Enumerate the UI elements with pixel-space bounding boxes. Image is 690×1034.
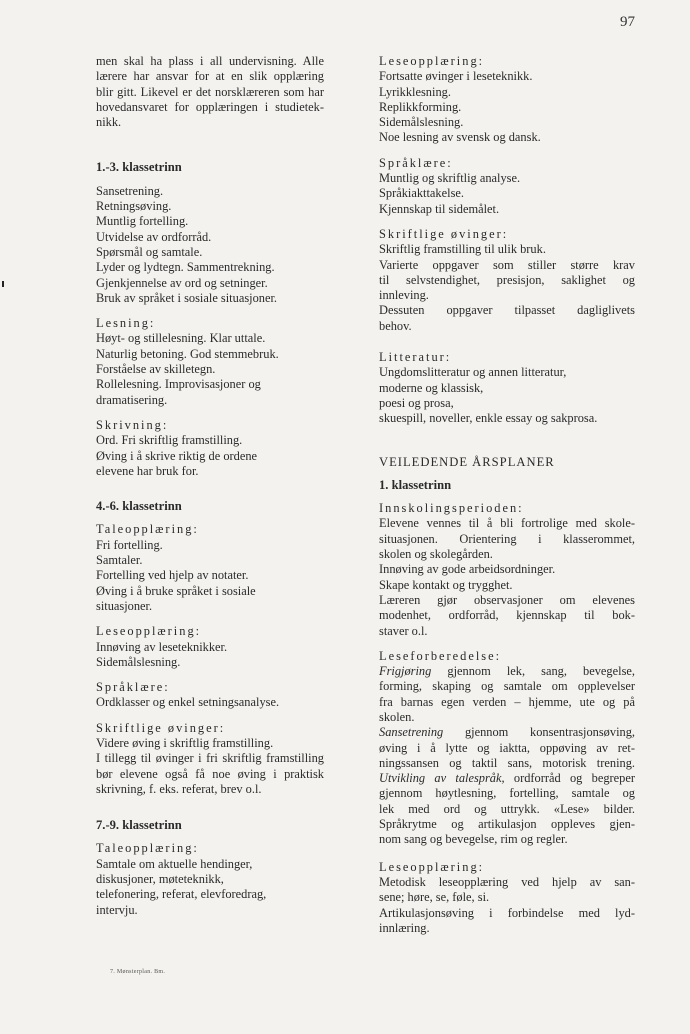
text-line: blir gitt. Likevel er det norsklæreren som har [96, 84, 324, 99]
list-item: sene; høre, se, føle, si. [379, 890, 490, 905]
text-span: gjennom lek, sang, bevegelse, [431, 664, 635, 679]
subsection-heading: Skrivning: [96, 417, 169, 432]
list-item: bør elevene også få noe øving i praktisk [96, 766, 324, 781]
list-item: Varierte oppgaver som stiller større krav [379, 257, 635, 272]
list-item: modenhet, ordforråd, kjennskap til bok- [379, 608, 635, 623]
list-item: Lyrikklesning. [379, 84, 451, 99]
list-item: skrivning, f. eks. referat, brev o.l. [96, 781, 262, 796]
list-item: Fortelling ved hjelp av notater. [96, 568, 249, 583]
subsection-heading: Språklære: [96, 680, 170, 695]
italic-term: Sansetrening [379, 725, 444, 740]
list-item: Retningsøving. [96, 199, 172, 214]
text-line: lek med ord og uttrykk. «Lese» bilder. [379, 801, 635, 816]
list-item: Bruk av språket i sosiale situasjoner. [96, 290, 278, 305]
list-item: Samtaler. [96, 553, 143, 568]
left-column [96, 54, 324, 918]
subsection-heading: Leseforberedelse: [379, 648, 502, 663]
intro-paragraph [96, 54, 324, 130]
list-item: Høyt- og stillelesning. Klar uttale. [96, 331, 266, 346]
text-line: forming, skaping og samtale om opplevelser [379, 679, 635, 694]
list-item: Gjenkjennelse av ord og setninger. [96, 275, 268, 290]
list-item: Replikkforming. [379, 99, 462, 114]
list-item: staver o.l. [379, 623, 428, 638]
list-item: Muntlig og skriftlig analyse. [379, 171, 521, 186]
list-item: elevene har bruk for. [96, 463, 199, 478]
list-item: diskusjoner, møteteknikk, [96, 872, 224, 887]
page-number: 97 [620, 14, 635, 30]
text-line: skolen. [379, 709, 415, 724]
text-line: nom sang og bevegelse, rim og regler. [379, 832, 568, 847]
subsection-heading: Skriftlige øvinger: [379, 226, 509, 241]
plans-heading: VEILEDENDE ÅRSPLANER [379, 454, 555, 469]
list-item: skuespill, noveller, enkle essay og sakprosa. [379, 411, 598, 426]
list-item: innleving. [379, 288, 429, 303]
subsection-heading: Taleopplæring: [96, 522, 199, 537]
list-item: Fortsatte øvinger i leseteknikk. [379, 69, 533, 84]
text-line: fra barnas egen verden – hjemme, ute og på [379, 694, 635, 709]
list-item: Forståelse av skilletegn. [96, 362, 216, 377]
list-item: Innøving av leseteknikker. [96, 639, 228, 654]
list-item: situasjoner. [96, 598, 153, 613]
list-item: Noe lesning av svensk og dansk. [379, 130, 541, 145]
list-item: til selvstendighet, presisjon, saklighet og [379, 272, 635, 287]
subsection-heading: Leseopplæring: [379, 54, 485, 68]
section-heading: 1.-3. klassetrinn [96, 160, 182, 175]
text-line: øving i å lytte og iaktta, oppøving av ret- [379, 740, 635, 755]
italic-term: Frigjøring [379, 664, 432, 679]
list-item: Innøving av gode arbeidsordninger. [379, 562, 556, 577]
list-item: Språkiakttakelse. [379, 186, 464, 201]
section-heading: 7.-9. klassetrinn [96, 818, 182, 833]
list-item: Rollelesning. Improvisasjoner og [96, 377, 261, 392]
list-item: behov. [379, 318, 412, 333]
list-item: I tillegg til øvinger i fri skriftlig framstilling [96, 751, 324, 766]
list-item: Elevene vennes til å bli fortrolige med skole- [379, 516, 635, 531]
list-item: Ordklasser og enkel setningsanalyse. [96, 695, 280, 710]
text-line: hovedansvaret for opplæringen i studietek- [96, 99, 324, 114]
text-line: Språkrytme og artikulasjon oppleves gjen- [379, 817, 635, 832]
subsection-heading: Skriftlige øvinger: [96, 720, 226, 735]
list-item: intervju. [96, 902, 138, 917]
text-line: gjennom høytlesning, fortelling, samtale og [379, 786, 635, 801]
text-span: gjennom konsentrasjonsøving, [443, 725, 635, 740]
list-item: Metodisk leseopplæring ved hjelp av san- [379, 874, 635, 889]
text-line: men skal ha plass i all undervisning. Alle [96, 54, 324, 68]
section-heading: 4.-6. klassetrinn [96, 499, 182, 514]
list-item: Skape kontakt og trygghet. [379, 577, 513, 592]
subsection-heading: Taleopplæring: [96, 841, 199, 856]
text-line: lærere har ansvar for at en slik opplæring [96, 69, 324, 84]
subsection-heading: Leseopplæring: [96, 624, 202, 639]
list-item: Øving i å skrive riktig de ordene [96, 448, 258, 463]
list-item: Sidemålslesning. [379, 115, 464, 130]
margin-mark [2, 281, 4, 287]
text-line: ningssansen og taktil sans, motorisk trening. [379, 755, 635, 770]
list-item: Sansetrening. [96, 183, 164, 198]
text-line [379, 664, 635, 679]
italic-term: Utvikling av talespråk, [379, 771, 505, 786]
text-span: ordforråd og begreper [504, 771, 635, 786]
subsection-heading: Leseopplæring: [379, 859, 485, 874]
footnote: 7. Mønsterplan. Bm. [110, 969, 166, 975]
list-item: Dessuten oppgaver tilpasset dagliglivets [379, 303, 635, 318]
list-item: Videre øving i skriftlig framstilling. [96, 735, 274, 750]
text-line [379, 771, 635, 786]
list-item: skolen og skolegården. [379, 547, 493, 562]
list-item: Spørsmål og samtale. [96, 244, 203, 259]
list-item: situasjonen. Orientering i klasserommet, [379, 531, 635, 546]
list-item: poesi og prosa, [379, 395, 454, 410]
subsection-heading: Lesning: [96, 316, 156, 331]
list-item: Ungdomslitteratur og annen litteratur, [379, 365, 567, 380]
item-list [96, 184, 324, 306]
list-item: Lyder og lydtegn. Sammentrekning. [96, 260, 275, 275]
list-item: Samtale om aktuelle hendinger, [96, 856, 253, 871]
subsection-heading: Innskolingsperioden: [379, 501, 524, 516]
list-item: telefonering, referat, elevforedrag, [96, 887, 267, 902]
list-item: Øving i å bruke språket i sosiale [96, 583, 256, 598]
list-item: Kjennskap til sidemålet. [379, 201, 500, 216]
list-item: Artikulasjonsøving i forbindelse med lyd- [379, 905, 635, 920]
subsection-heading: Litteratur: [379, 350, 452, 365]
list-item: dramatisering. [96, 392, 168, 407]
list-item: Skriftlig framstilling til ulik bruk. [379, 242, 546, 257]
list-item: Ord. Fri skriftlig framstilling. [96, 433, 243, 448]
section-heading: 1. klassetrinn [379, 477, 452, 492]
list-item: moderne og klassisk, [379, 380, 484, 395]
list-item: Læreren gjør observasjoner om elevenes [379, 592, 635, 607]
list-item: Muntlig fortelling. [96, 214, 189, 229]
right-column [379, 54, 635, 936]
list-item: Sidemålslesning. [96, 654, 181, 669]
list-item: Naturlig betoning. God stemmebruk. [96, 346, 279, 361]
list-item: innlæring. [379, 920, 430, 935]
text-line: nikk. [96, 115, 122, 130]
list-item: Utvidelse av ordforråd. [96, 229, 212, 244]
subsection-heading: Språklære: [379, 155, 453, 170]
text-line [379, 725, 635, 740]
list-item: Fri fortelling. [96, 537, 163, 552]
